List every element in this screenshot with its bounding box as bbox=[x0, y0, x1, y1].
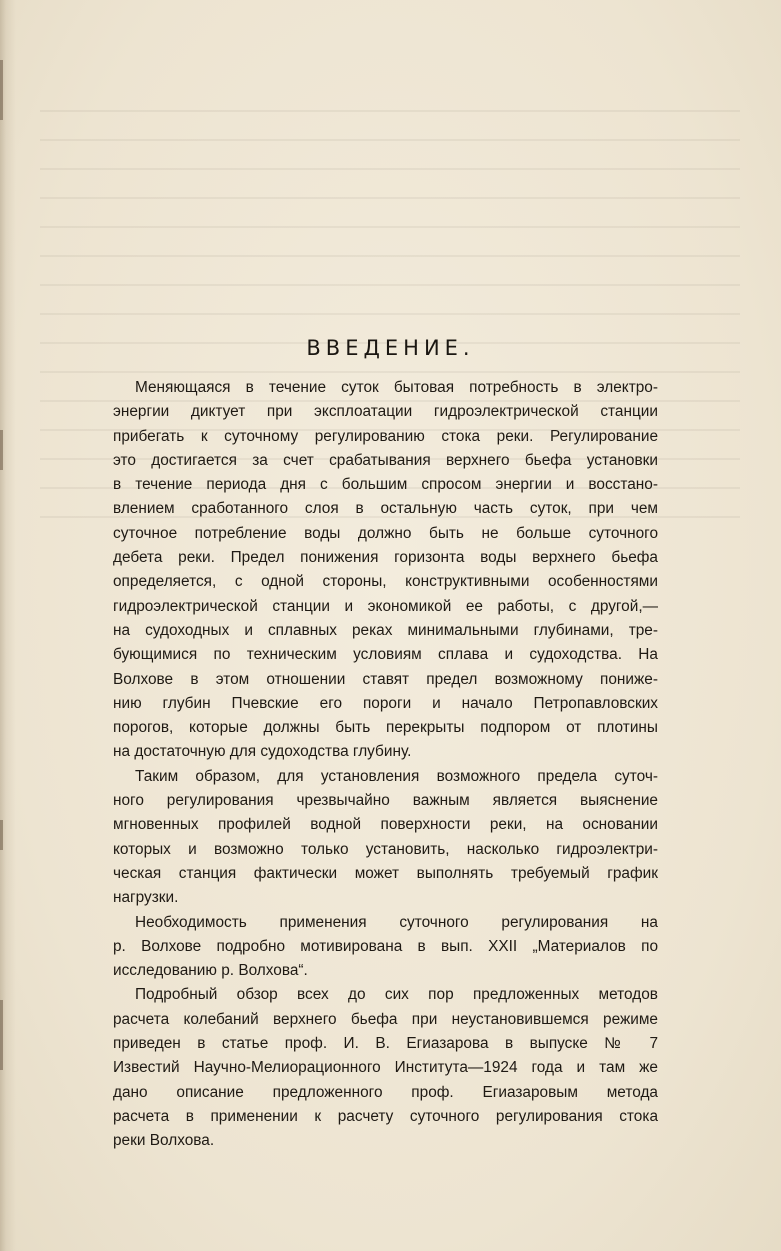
text-line: на судоходных и сплавных реках минимальными глубинами, тре- bbox=[113, 621, 658, 639]
text-line: суточное потребление воды должно быть не больше суточного bbox=[113, 524, 658, 542]
text-line: ного регулирования чрезвычайно важным является выяснение bbox=[113, 792, 658, 810]
text-line: дано описание предложенного проф. Егиазаровым метода bbox=[113, 1083, 658, 1101]
paragraph bbox=[113, 983, 658, 1153]
text-line: Подробный обзор всех до сих пор предложенных методов bbox=[135, 986, 658, 1004]
text-line: ческая станция фактически может выполнять требуемый график bbox=[113, 864, 658, 882]
text-line: прибегать к суточному регулированию стока реки. Регулирование bbox=[113, 427, 658, 445]
text-line: в течение периода дня с большим спросом энергии и восстано- bbox=[113, 476, 658, 494]
text-line: энергии диктует при эксплоатации гидроэлектрической станции bbox=[113, 403, 658, 421]
text-line: Меняющаяся в течение суток бытовая потребность в электро- bbox=[135, 379, 658, 396]
text-line: Волхове в этом отношении ставят предел возможному пониже- bbox=[113, 670, 658, 688]
text-line: дебета реки. Предел понижения горизонта воды верхнего бьефа bbox=[113, 549, 658, 567]
binding-edge-mark bbox=[0, 430, 3, 470]
text-line: реки Волхова. bbox=[113, 1132, 215, 1150]
page-title: ВВЕДЕНИЕ. bbox=[306, 336, 475, 360]
text-line: расчета колебаний верхнего бьефа при неустановившемся режиме bbox=[113, 1010, 658, 1028]
binding-edge-mark bbox=[0, 820, 3, 850]
text-line: мгновенных профилей водной поверхности реки, на основании bbox=[113, 816, 658, 834]
text-line: влением сработанного слоя в остальную часть суток, при чем bbox=[113, 500, 658, 518]
text-line: это достигается за счет срабатывания верхнего бьефа установки bbox=[113, 451, 658, 469]
text-line: которых и возможно только установить, насколько гидроэлектри- bbox=[113, 840, 658, 858]
binding-edge-mark bbox=[0, 1000, 3, 1070]
text-line: расчета в применении к расчету суточного регулирования стока bbox=[113, 1107, 658, 1125]
text-line: порогов, которые должны быть перекрыты подпором от плотины bbox=[113, 719, 658, 737]
text-line: гидроэлектрической станции и экономикой ее работы, с другой,— bbox=[113, 597, 658, 615]
text-line: нию глубин Пчевские его пороги и начало Петропавловских bbox=[113, 694, 658, 712]
text-line: нагрузки. bbox=[113, 889, 179, 907]
body-text bbox=[113, 376, 658, 1154]
paragraph bbox=[113, 376, 658, 765]
binding-edge-mark bbox=[0, 60, 3, 120]
paragraph bbox=[113, 765, 658, 911]
text-line: приведен в статье проф. И. В. Егиазарова в выпуске № 7 bbox=[113, 1035, 658, 1053]
text-line: Необходимость применения суточного регулирования на bbox=[135, 913, 658, 931]
text-line: на достаточную для судоходства глубину. bbox=[113, 743, 412, 761]
paragraph bbox=[113, 911, 658, 984]
text-line: определяется, с одной стороны, конструктивными особенностями bbox=[113, 573, 658, 591]
text-line: Таким образом, для установления возможного предела суточ- bbox=[135, 767, 658, 785]
text-line: исследованию р. Волхова“. bbox=[113, 962, 308, 980]
text-line: бующимися по техническим условиям сплава и судоходства. На bbox=[113, 646, 658, 664]
text-line: Известий Научно-Мелиорационного Института—1924 года и там же bbox=[113, 1059, 658, 1077]
text-line: р. Волхове подробно мотивирована в вып. XXII „Материалов по bbox=[113, 937, 658, 955]
